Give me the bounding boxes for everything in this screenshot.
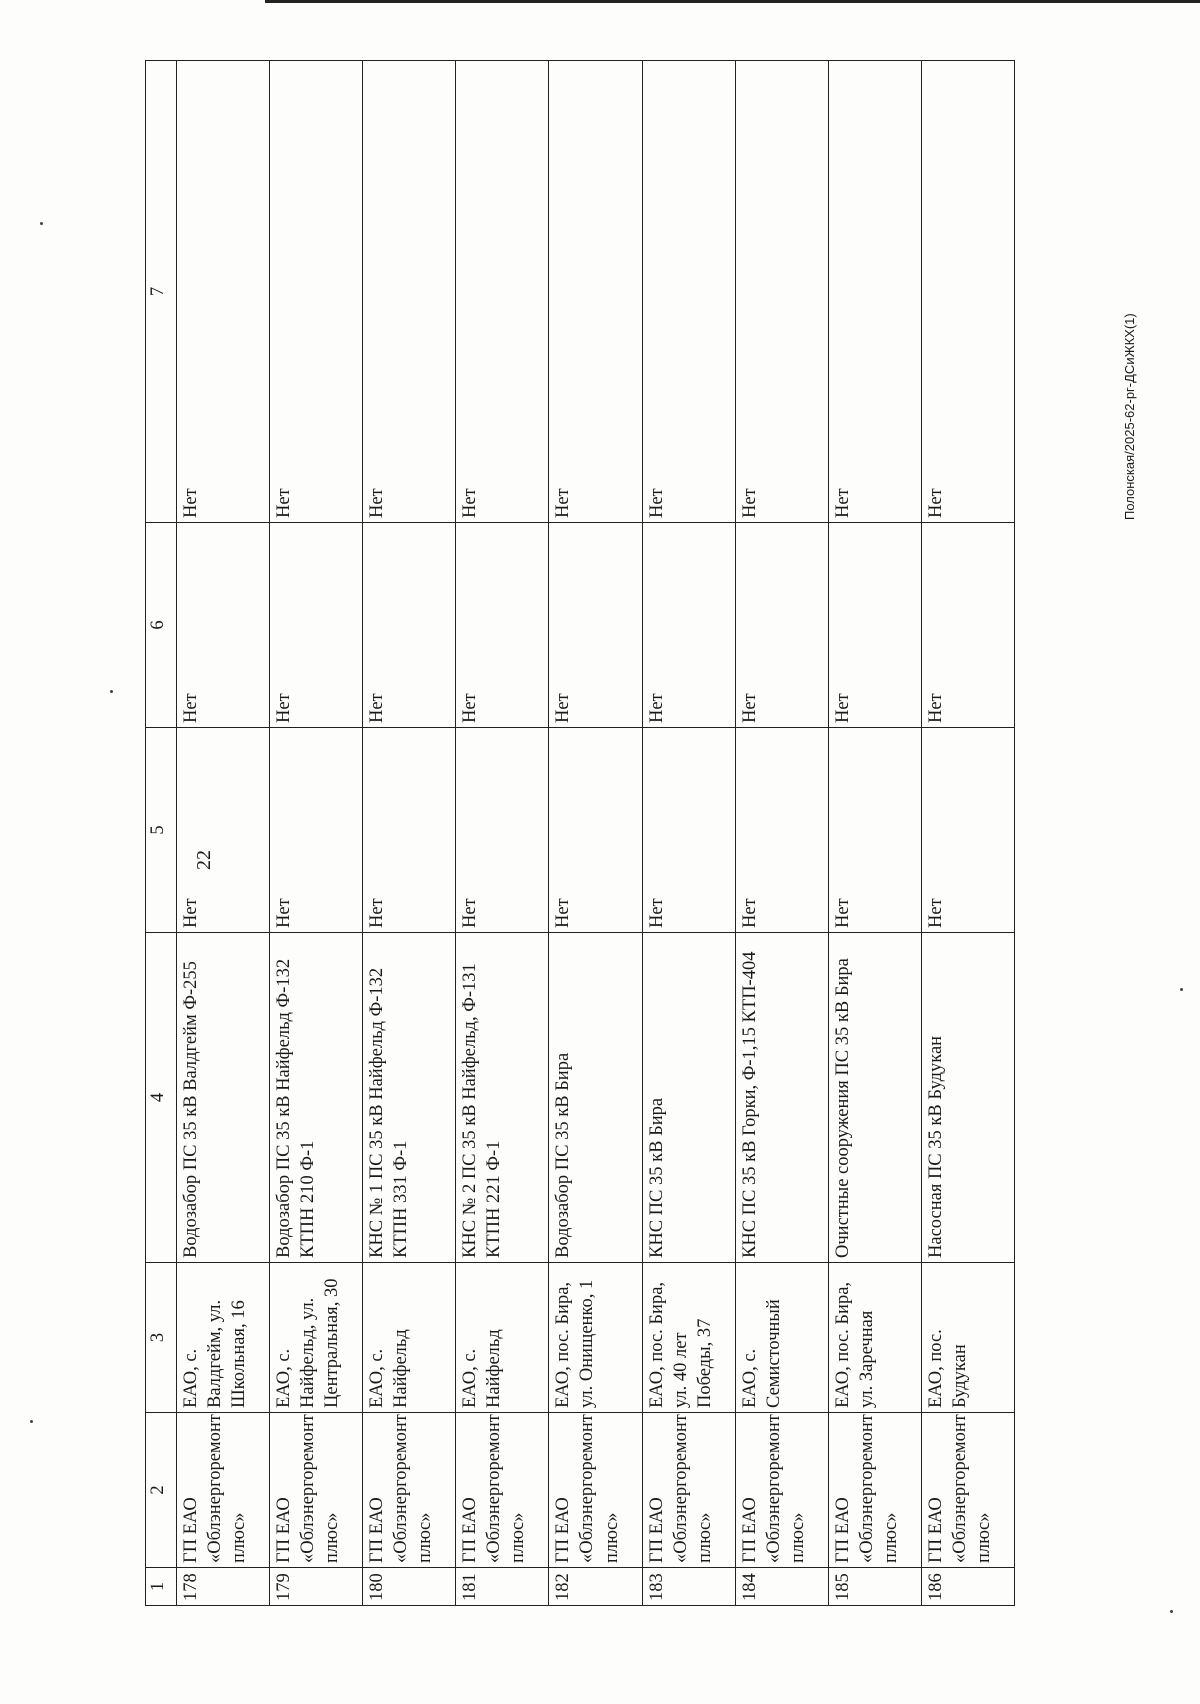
table-row: [642, 61, 735, 1606]
address: ЕАО, пос. Будукан: [921, 1263, 1014, 1413]
col6-value: Нет: [456, 523, 549, 728]
col7-value: Нет: [828, 61, 921, 523]
col7-value: Нет: [735, 61, 828, 523]
column-number-6: 6: [146, 523, 177, 728]
col5-value: Нет: [270, 728, 363, 933]
table-row: [177, 61, 270, 1606]
row-number: 186: [921, 1568, 1014, 1606]
address: ЕАО, пос. Бира, ул. Онищенко, 1: [549, 1263, 642, 1413]
organization: ГП ЕАО «Облэнергоремонт плюс»: [549, 1413, 642, 1568]
row-number: 182: [549, 1568, 642, 1606]
address: ЕАО, с. Найфельд, ул. Центральная, 30: [270, 1263, 363, 1413]
col5-value: Нет: [177, 728, 270, 933]
table-row: [270, 61, 363, 1606]
address: ЕАО, пос. Бира, ул. 40 лет Победы, 37: [642, 1263, 735, 1413]
column-number-1: 1: [146, 1568, 177, 1606]
col6-value: Нет: [177, 523, 270, 728]
col7-value: Нет: [363, 61, 456, 523]
col6-value: Нет: [828, 523, 921, 728]
col7-value: Нет: [921, 61, 1014, 523]
row-number: 181: [456, 1568, 549, 1606]
object-name: КНС № 2 ПС 35 кВ Найфельд, Ф-131 КТПН 221 Ф-1: [456, 933, 549, 1263]
col6-value: Нет: [642, 523, 735, 728]
organization: ГП ЕАО «Облэнергоремонт плюс»: [735, 1413, 828, 1568]
col7-value: Нет: [549, 61, 642, 523]
registry-table: [145, 60, 1015, 1606]
header-row: [146, 61, 177, 1606]
organization: ГП ЕАО «Облэнергоремонт плюс»: [177, 1413, 270, 1568]
address: ЕАО, с. Валдгейм, ул. Школьная, 16: [177, 1263, 270, 1413]
table-row: [828, 61, 921, 1606]
scan-speck: [40, 222, 43, 225]
organization: ГП ЕАО «Облэнергоремонт плюс»: [270, 1413, 363, 1568]
row-number: 183: [642, 1568, 735, 1606]
organization: ГП ЕАО «Облэнергоремонт плюс»: [363, 1413, 456, 1568]
row-number: 184: [735, 1568, 828, 1606]
page-number: 22: [193, 850, 215, 870]
col6-value: Нет: [921, 523, 1014, 728]
row-number: 185: [828, 1568, 921, 1606]
rotated-page: [145, 61, 1025, 1606]
col5-value: Нет: [456, 728, 549, 933]
organization: ГП ЕАО «Облэнергоремонт плюс»: [456, 1413, 549, 1568]
col7-value: Нет: [177, 61, 270, 523]
object-name: КНС ПС 35 кВ Бира: [642, 933, 735, 1263]
column-number-5: 5: [146, 728, 177, 933]
object-name: КНС ПС 35 кВ Горки, Ф-1,15 КТП-404: [735, 933, 828, 1263]
column-number-3: 3: [146, 1263, 177, 1413]
scan-edge-line: [265, 0, 1200, 3]
scan-speck: [1170, 1610, 1173, 1613]
table-row: [735, 61, 828, 1606]
col7-value: Нет: [270, 61, 363, 523]
col6-value: Нет: [363, 523, 456, 728]
table-row: [549, 61, 642, 1606]
row-number: 180: [363, 1568, 456, 1606]
col6-value: Нет: [549, 523, 642, 728]
object-name: Водозабор ПС 35 кВ Бира: [549, 933, 642, 1263]
organization: ГП ЕАО «Облэнергоремонт плюс»: [642, 1413, 735, 1568]
table-row: [363, 61, 456, 1606]
col5-value: Нет: [549, 728, 642, 933]
object-name: Насосная ПС 35 кВ Будукан: [921, 933, 1014, 1263]
address: ЕАО, с. Найфельд: [363, 1263, 456, 1413]
row-number: 179: [270, 1568, 363, 1606]
col5-value: Нет: [735, 728, 828, 933]
address: ЕАО, с. Семисточный: [735, 1263, 828, 1413]
column-number-4: 4: [146, 933, 177, 1263]
column-number-7: 7: [146, 61, 177, 523]
address: ЕАО, пос. Бира, ул. Заречная: [828, 1263, 921, 1413]
column-number-2: 2: [146, 1413, 177, 1568]
organization: ГП ЕАО «Облэнергоремонт плюс»: [921, 1413, 1014, 1568]
col5-value: Нет: [921, 728, 1014, 933]
object-name: Водозабор ПС 35 кВ Найфельд Ф-132 КТПН 210 Ф-1: [270, 933, 363, 1263]
col7-value: Нет: [456, 61, 549, 523]
col6-value: Нет: [270, 523, 363, 728]
table-row: [921, 61, 1014, 1606]
col5-value: Нет: [828, 728, 921, 933]
document-stamp: Полонская/2025-62-рг-ДСиЖКХ(1): [1122, 313, 1137, 520]
scan-speck: [1180, 988, 1183, 991]
col6-value: Нет: [735, 523, 828, 728]
col5-value: Нет: [363, 728, 456, 933]
row-number: 178: [177, 1568, 270, 1606]
scan-speck: [110, 690, 113, 693]
object-name: Очистные сооружения ПС 35 кВ Бира: [828, 933, 921, 1263]
col7-value: Нет: [642, 61, 735, 523]
object-name: Водозабор ПС 35 кВ Валдгейм Ф-255: [177, 933, 270, 1263]
object-name: КНС № 1 ПС 35 кВ Найфельд Ф-132 КТПН 331 Ф-1: [363, 933, 456, 1263]
col5-value: Нет: [642, 728, 735, 933]
address: ЕАО, с. Найфельд: [456, 1263, 549, 1413]
organization: ГП ЕАО «Облэнергоремонт плюс»: [828, 1413, 921, 1568]
scan-speck: [30, 1420, 33, 1423]
table-row: [456, 61, 549, 1606]
